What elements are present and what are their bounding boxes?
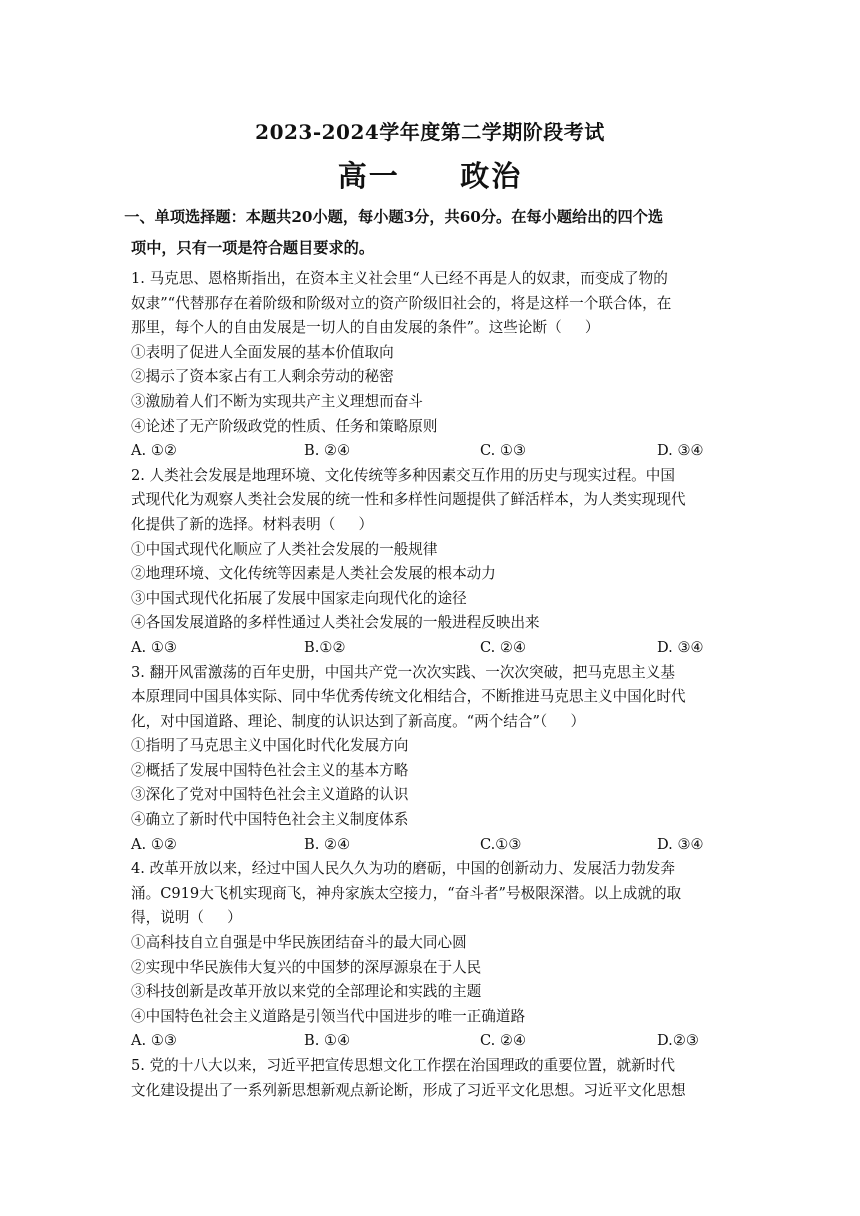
statement-4: ④各国发展道路的多样性通过人类社会发展的一般进程反映出来 [131,614,540,632]
question-stem-line: 2. 人类社会发展是地理环境、文化传统等多种因素交互作用的历史与现实过程。中国 [131,466,675,484]
option-b: B. ②④ [304,835,351,853]
option-a: A. ①② [131,442,177,460]
statement-2: ②概括了发展中国特色社会主义的基本方略 [131,761,409,779]
option-b: B. ②④ [304,442,351,460]
statement-2: ②地理环境、文化传统等因素是人类社会发展的根本动力 [131,565,496,583]
option-c: C. ①③ [480,442,527,460]
answer-options [131,1029,731,1054]
question-stem-line: 化提供了新的选择。材料表明（ ） [131,515,374,533]
option-c: C. ②④ [480,638,527,656]
option-d: D. ③④ [657,442,704,460]
question-stem-line: 式现代化为观察人类社会发展的统一性和多样性问题提供了鲜活样本，为人类实现现代 [131,491,686,509]
option-b: B.①② [304,638,346,656]
statement-4: ④中国特色社会主义道路是引领当代中国进步的唯一正确道路 [131,1007,526,1025]
exam-content [119,202,731,1103]
statement-1: ①中国式现代化顺应了人类社会发展的一般规律 [131,540,438,558]
question-stem-line: 文化建设提出了一系列新思想新观点新论断，形成了习近平文化思想。习近平文化思想 [131,1081,686,1099]
statement-3: ③科技创新是改革开放以来党的全部理论和实践的主题 [131,983,482,1001]
option-d: D. ③④ [657,638,704,656]
question-2 [131,464,731,661]
option-a: A. ①③ [131,638,177,656]
section-instruction-line: 项中，只有一项是符合题目要求的。 [131,239,374,257]
question-4 [131,857,731,1054]
question-3 [131,661,731,858]
question-stem-line: 那里，每个人的自由发展是一切人的自由发展的条件”。这些论断（ ） [131,319,600,337]
section-instruction [119,202,731,264]
statement-3: ③中国式现代化拓展了发展中国家走向现代化的途径 [131,589,467,607]
question-stem-line: 涌。C919大飞机实现商飞，神舟家族太空接力，“奋斗者”号极限深潜。以上成就的取 [131,884,682,902]
statement-1: ①表明了促进人全面发展的基本价值取向 [131,343,394,361]
exam-subject: 高一 政治 [337,159,523,193]
option-c: C.①③ [480,835,522,853]
question-stem-line: 4. 改革开放以来，经过中国人民久久为功的磨砺，中国的创新动力、发展活力勃发奔 [131,860,675,878]
question-stem-line: 1. 马克思、恩格斯指出，在资本主义社会里“人已经不再是人的奴隶，而变成了物的 [131,270,668,287]
option-c: C. ②④ [480,1032,527,1050]
option-d: D.②③ [657,1032,699,1050]
question-1 [131,267,731,464]
answer-options [131,833,731,858]
section-instruction-line: 一、单项选择题：本题共20小题，每小题3分，共60分。在每小题给出的四个选 [119,208,664,226]
question-stem-line: 5. 党的十八大以来，习近平把宣传思想文化工作摆在治国理政的重要位置，就新时代 [131,1057,675,1074]
statement-3: ③激励着人们不断为实现共产主义理想而奋斗 [131,392,423,410]
statement-1: ①指明了马克思主义中国化时代化发展方向 [131,737,409,755]
exam-title: 2023-2024学年度第二学期阶段考试 [255,120,605,144]
option-b: B. ①④ [304,1032,351,1050]
statement-2: ②实现中华民族伟大复兴的中国梦的深厚源泉在于人民 [131,958,482,976]
question-stem-line: 得，说明（ ） [131,909,242,927]
answer-options [131,636,731,661]
question-stem-line: 奴隶”“代替那存在着阶级和阶级对立的资产阶级旧社会的，将是这样一个联合体，在 [131,294,672,312]
statement-3: ③深化了党对中国特色社会主义道路的认识 [131,786,409,804]
question-stem-line: 3. 翻开风雷激荡的百年史册，中国共产党一次次实践、一次次突破，把马克思主义基 [131,663,675,681]
question-stem-line: 本原理同中国具体实际、同中华优秀传统文化相结合，不断推进马克思主义中国化时代 [131,688,686,706]
question-stem-line: 化，对中国道路、理论、制度的认识达到了新高度。“两个结合”（ ） [131,712,586,730]
option-a: A. ①③ [131,1032,177,1050]
answer-options [131,439,731,464]
option-d: D. ③④ [657,835,704,853]
statement-4: ④论述了无产阶级政党的性质、任务和策略原则 [131,417,438,435]
statement-1: ①高科技自立自强是中华民族团结奋斗的最大同心圆 [131,934,467,952]
option-a: A. ①② [131,835,177,853]
statement-4: ④确立了新时代中国特色社会主义制度体系 [131,811,409,829]
question-5 [131,1054,731,1103]
statement-2: ②揭示了资本家占有工人剩余劳动的秘密 [131,368,394,386]
